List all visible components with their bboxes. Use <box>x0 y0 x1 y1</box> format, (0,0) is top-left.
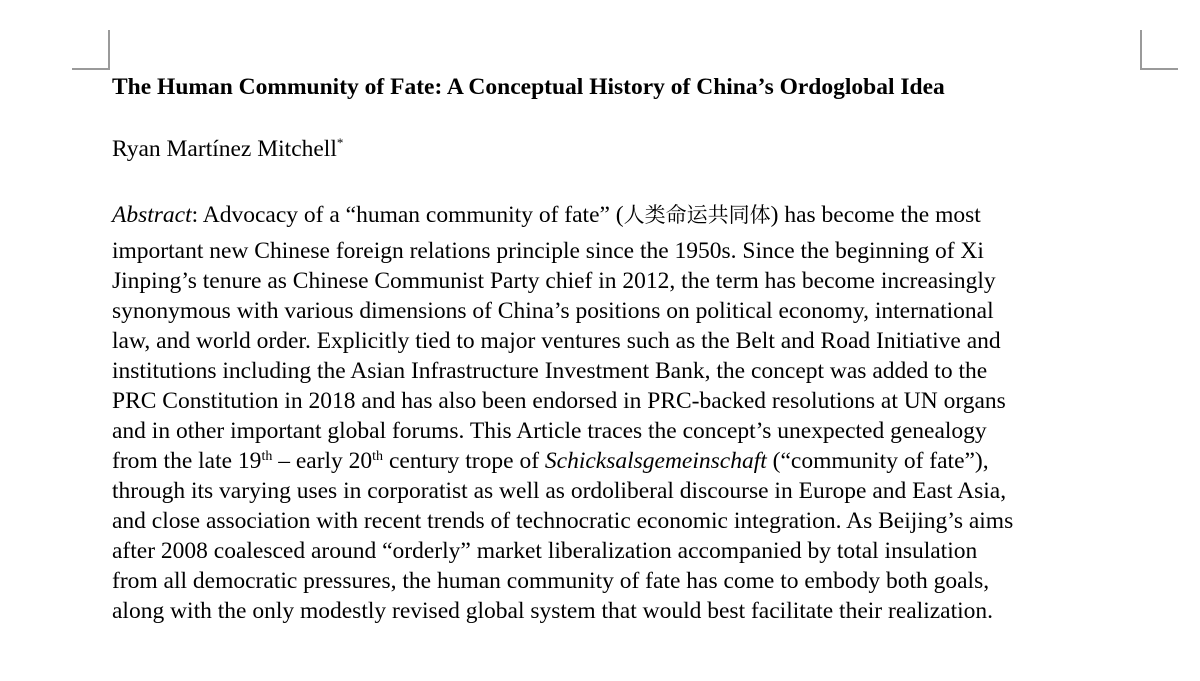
abstract-line <box>112 476 1006 506</box>
abstract-text: : Advocacy of a “human community of fate” ( <box>191 202 624 228</box>
author-name: Ryan Martínez Mitchell <box>112 136 337 162</box>
abstract-line <box>112 296 994 326</box>
italic-term: Schicksalsgemeinschaft <box>544 448 767 474</box>
abstract-line <box>112 386 1006 416</box>
abstract-line <box>112 446 989 476</box>
abstract-text: – early 20 <box>272 448 373 474</box>
abstract-line <box>112 266 996 296</box>
abstract-text: along with the only modestly revised global system that would best facilitate their realization. <box>112 598 994 624</box>
abstract-line <box>112 596 993 626</box>
abstract-text: institutions including the Asian Infrastructure Investment Bank, the concept was added to the <box>112 358 988 384</box>
abstract-line <box>112 326 1001 356</box>
abstract-text: from all democratic pressures, the human community of fate has come to embody both goals, <box>112 568 990 594</box>
abstract-line <box>112 416 987 446</box>
abstract-text: synonymous with various dimensions of China’s positions on political economy, international <box>112 298 994 324</box>
abstract-text: and in other important global forums. This Article traces the concept’s unexpected genealogy <box>112 418 987 444</box>
abstract-text: and close association with recent trends of technocratic economic integration. As Beijing’s aims <box>112 508 1014 534</box>
abstract-text: Jinping’s tenure as Chinese Communist Party chief in 2012, the term has become increasingly <box>112 268 996 294</box>
crop-mark-top-left <box>72 30 110 70</box>
abstract-text: law, and world order. Explicitly tied to major ventures such as the Belt and Road Initiative and <box>112 328 1001 354</box>
abstract-line <box>112 236 984 266</box>
abstract-text: important new Chinese foreign relations principle since the 1950s. Since the beginning of Xi <box>112 238 984 264</box>
abstract-line <box>112 536 977 566</box>
abstract-text: PRC Constitution in 2018 and has also been endorsed in PRC-backed resolutions at UN organs <box>112 388 1006 414</box>
author-line <box>112 134 343 164</box>
abstract-line <box>112 566 989 596</box>
abstract-line <box>112 356 987 386</box>
abstract-text: from the late 19 <box>112 448 262 474</box>
abstract-text: through its varying uses in corporatist as well as ordoliberal discourse in Europe and East Asia, <box>112 478 1007 504</box>
abstract-line <box>112 506 1013 536</box>
chinese-term: 人类命运共同体 <box>623 203 771 227</box>
abstract-text: century trope of <box>383 448 545 474</box>
document-title: The Human Community of Fate: A Conceptual History of China’s Ordoglobal Idea <box>112 74 945 100</box>
abstract-label: Abstract <box>112 202 192 228</box>
abstract-text: after 2008 coalesced around “orderly” market liberalization accompanied by total insulation <box>112 538 978 564</box>
abstract-line <box>112 200 981 230</box>
abstract-text: ) has become the most <box>770 202 981 228</box>
ordinal-superscript: th <box>261 449 273 464</box>
author-footnote-mark: * <box>336 135 344 150</box>
ordinal-superscript: th <box>372 449 384 464</box>
crop-mark-top-right <box>1140 30 1178 70</box>
abstract-text: (“community of fate”), <box>766 448 989 474</box>
